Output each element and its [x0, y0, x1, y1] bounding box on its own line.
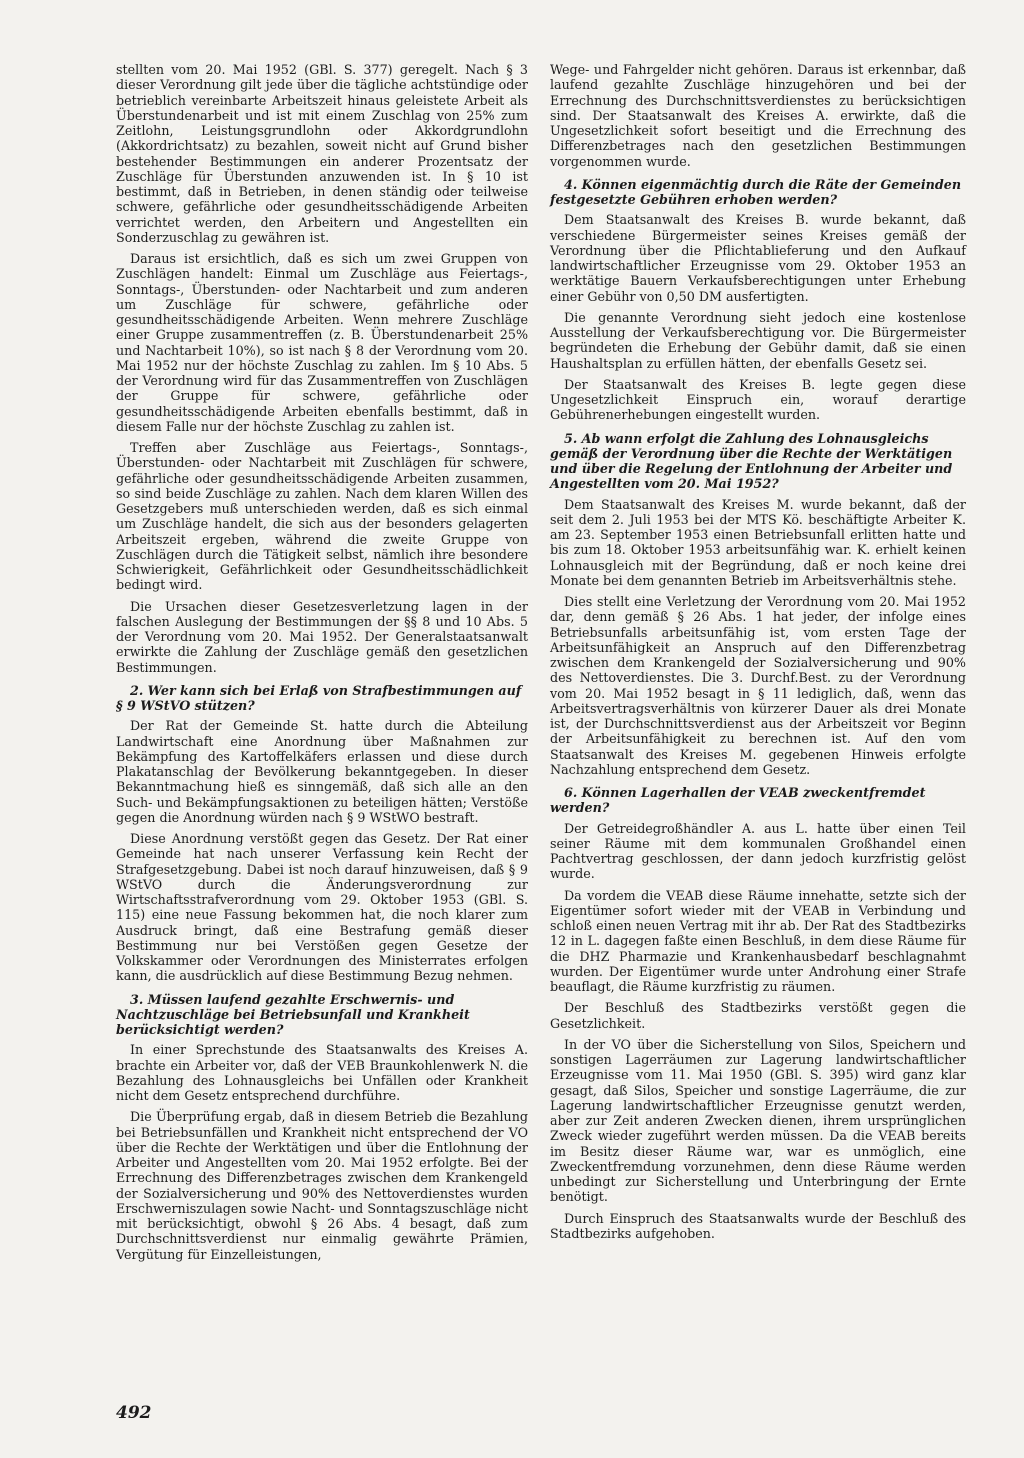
paragraph: Durch Einspruch des Staatsanwalts wurde der Beschluß des Stadtbezirks aufgehoben. [550, 1210, 966, 1241]
paragraph: Da vordem die VEAB diese Räume innehatte, setzte sich der Eigentümer sofort wieder mit der VEAB in Verbindung und schloß einen neuen Vertrag mit ihr ab. Der Rat des Stadtbezirks 12 in L. dagegen faßte einen Beschluß, in dem diese Räume für die DHZ Pharmazie und Krankenhausbedarf beschlagnahmt wurden. Der Eigentümer wurde unter Androhung einer Strafe beauflagt, die Räume kurzfristig zu räumen. [550, 887, 966, 994]
paragraph: Der Staatsanwalt des Kreises B. legte gegen diese Ungesetzlichkeit Einspruch ein, worauf derartige Gebührenerhebungen eingestellt wurden. [550, 376, 966, 423]
paragraph: stellten vom 20. Mai 1952 (GBl. S. 377) geregelt. Nach § 3 dieser Verordnung gilt jede über die tägliche achtstündige oder betrieblich vereinbarte Arbeitszeit hinaus geleistete Arbeit als Überstundenarbeit und ist mit einem Zuschlag von 25% zum Zeitlohn, Leistungsgrundlohn oder Akkordgrundlohn (Akkordrichtsatz) zu bezahlen, soweit nicht auf Grund bisher bestehender Bestimmungen ein anderer Prozentsatz der Zuschläge für Überstunden anzuwenden ist. In § 10 ist bestimmt, daß in Betrieben, in denen ständig oder teilweise schwere, gefährliche oder gesundheitsschädigende Arbeiten verrichtet werden, den Arbeitern und Angestellten ein Sonderzuschlag zu gewähren ist. [116, 62, 528, 245]
section-heading-2: 2. Wer kann sich bei Erlaß von Strafbestimmungen auf § 9 WStVO stützen? [116, 682, 522, 713]
paragraph: In einer Sprechstunde des Staatsanwalts des Kreises A. brachte ein Arbeiter vor, daß der VEB Braunkohlenwerk N. die Bezahlung des Lohnausgleichs bei Unfällen oder Krankheit nicht dem Gesetz entsprechend durchführe. [116, 1042, 528, 1103]
paragraph: Die Überprüfung ergab, daß in diesem Betrieb die Bezahlung bei Betriebsunfällen und Krankheit nicht entsprechend der VO über die Rechte der Werktätigen und über die Entlohnung der Arbeiter und Angestellten vom 20. Mai 1952 erfolgte. Bei der Errechnung des Differenzbetrages zwischen dem Krankengeld der Sozialversicherung und 90% des Nettoverdienstes wurden Erschwerniszulagen sowie Nacht- und Sonntagszuschläge nicht mit berücksichtigt, obwohl § 26 Abs. 4 besagt, daß zum Durchschnittsverdienst nur einmalig gewährte Prämien, Vergütung für Einzelleistungen, [116, 1109, 528, 1262]
paragraph: Treffen aber Zuschläge aus Feiertags-, Sonntags-, Überstunden- oder Nachtarbeit mit Zuschlägen für schwere, gefährliche oder gesundheitsschädigende Arbeiten zusammen, so sind beide Zuschläge zu zahlen. Nach dem klaren Willen des Gesetzgebers muß unterschieden werden, daß es sich einmal um Zuschläge handelt, die sich aus der besonders gelagerten Arbeitszeit ergeben, während die zweite Gruppe von Zuschlägen durch die Tätigkeit selbst, nämlich ihre besondere Schwierigkeit, Gefährlichkeit oder Gesundheitsschädlichkeit bedingt wird. [116, 440, 528, 593]
paragraph: Die Ursachen dieser Gesetzesverletzung lagen in der falschen Auslegung der Bestimmungen der §§ 8 und 10 Abs. 5 der Verordnung vom 20. Mai 1952. Der Generalstaatsanwalt erwirkte die Zahlung der Zuschläge gemäß den gesetzlichen Bestimmungen. [116, 598, 528, 675]
paragraph: Die genannte Verordnung sieht jedoch eine kostenlose Ausstellung der Verkaufsberechtigung vor. Die Bürgermeister begründeten die Erhebung der Gebühr damit, daß sie einen Haushaltsplan zu erfüllen hätten, der ebenfalls Gesetz sei. [550, 309, 966, 371]
page-number: 492 [116, 1403, 152, 1423]
paragraph: Dem Staatsanwalt des Kreises B. wurde bekannt, daß verschiedene Bürgermeister seines Kreises gemäß der Verordnung über die Pflichtablieferung und den Aufkauf landwirtschaftlicher Erzeugnisse vom 29. Oktober 1953 an werktätige Bauern Verkaufsberechtigungen unter Erhebung einer Gebühr von 0,50 DM ausfertigten. [550, 212, 966, 304]
paragraph: Dies stellt eine Verletzung der Verordnung vom 20. Mai 1952 dar, denn gemäß § 26 Abs. 1 hat jeder, der infolge eines Betriebsunfalls arbeitsunfähig ist, vom ersten Tage der Arbeitsunfähigkeit an Anspruch auf den Differenzbetrag zwischen dem Krankengeld der Sozialversicherung und 90% des Nettoverdienstes. Die 3. Durchf.Best. zu der Verordnung vom 20. Mai 1952 besagt in § 11 lediglich, daß, wenn das Arbeitsvertragsverhältnis von kürzerer Dauer als drei Monate ist, der Durchschnittsverdienst aus der Arbeitszeit vor Beginn der Arbeitsunfähigkeit zu berechnen ist. Auf den vom Staatsanwalt des Kreises M. gegebenen Hinweis erfolgte Nachzahlung entsprechend dem Gesetz. [550, 594, 966, 777]
left-column [116, 62, 528, 1268]
right-column [550, 62, 966, 1247]
section-heading-4: 4. Können eigenmächtig durch die Räte der Gemeinden festgesetzte Gebühren erhoben werden? [550, 176, 962, 207]
paragraph: Dem Staatsanwalt des Kreises M. wurde bekannt, daß der seit dem 2. Juli 1953 bei der MTS Kö. beschäftigte Arbeiter K. am 23. September 1953 einen Betriebsunfall erlitten hatte und bis zum 18. Oktober 1953 arbeitsunfähig war. K. erhielt keinen Lohnausgleich mit der Begründung, daß er noch keine drei Monate bei dem genannten Betrieb im Arbeitsverhältnis stehe. [550, 496, 966, 588]
paragraph: Wege- und Fahrgelder nicht gehören. Daraus ist erkennbar, daß laufend gezahlte Zuschläge hinzugehören und bei der Errechnung des Durchschnittsverdienstes zu berücksichtigen sind. Der Staatsanwalt des Kreises A. erwirkte, daß die Ungesetzlichkeit sofort beseitigt und die Errechnung des Differenzbetrages nach den gesetzlichen Bestimmungen vorgenommen wurde. [550, 62, 966, 169]
section-heading-5: 5. Ab wann erfolgt die Zahlung des Lohnausgleichs gemäß der Verordnung über die Rechte der Werktätigen und über die Regelung der Entlohnung der Arbeiter und Angestellten vom 20. Mai 1952? [550, 430, 953, 492]
section-heading-6: 6. Können Lagerhallen der VEAB zweckentfremdet werden? [550, 785, 926, 816]
paragraph: Der Beschluß des Stadtbezirks verstößt gegen die Gesetzlichkeit. [550, 1000, 966, 1031]
paragraph: Der Getreidegroßhändler A. aus L. hatte über einen Teil seiner Räume mit dem kommunalen Großhandel einen Pachtvertrag geschlossen, der dann jedoch kurzfristig gelöst wurde. [550, 820, 966, 882]
section-heading-3: 3. Müssen laufend gezahlte Erschwernis- und Nachtzuschläge bei Betriebsunfall und Krankheit berücksichtigt werden? [116, 991, 470, 1037]
paragraph: Daraus ist ersichtlich, daß es sich um zwei Gruppen von Zuschlägen handelt: Einmal um Zuschläge aus Feiertags-, Sonntags-, Überstunden- oder Nachtarbeit und zum anderen um Zuschläge für schwere, gefährliche oder gesundheitsschädigende Arbeiten. Wenn mehrere Zuschläge einer Gruppe zusammentreffen (z. B. Überstundenarbeit 25% und Nachtarbeit 10%), so ist nach § 8 der Verordnung vom 20. Mai 1952 nur der höchste Zuschlag zu zahlen. Im § 10 Abs. 5 der Verordnung wird für das Zusammentreffen von Zuschlägen der Gruppe für schwere, gefährliche oder gesundheitsschädigende Arbeiten ebenfalls bestimmt, daß in diesem Falle nur der höchste Zuschlag zu zahlen ist. [116, 251, 528, 434]
paragraph: Diese Anordnung verstößt gegen das Gesetz. Der Rat einer Gemeinde hat nach unserer Verfassung kein Recht der Strafgesetzgebung. Dabei ist noch darauf hinzuweisen, daß § 9 WStVO durch die Änderungsverordnung zur Wirtschaftsstrafverordnung vom 29. Oktober 1953 (GBl. S. 115) eine neue Fassung bekommen hat, die noch klarer zum Ausdruck bringt, daß eine Bestrafung gemäß dieser Bestimmung nur bei Verstößen gegen Gesetze der Volkskammer oder Verordnungen des Ministerrates erfolgen kann, die ausdrücklich auf diese Bestimmung Bezug nehmen. [116, 831, 528, 984]
paragraph: In der VO über die Sicherstellung von Silos, Speichern und sonstigen Lagerräumen zur Lagerung landwirtschaftlicher Erzeugnisse vom 11. Mai 1950 (GBl. S. 395) wird ganz klar gesagt, daß Silos, Speicher und sonstige Lagerräume, die zur Lagerung landwirtschaftlicher Erzeugnisse genutzt werden, aber zur Zeit anderen Zwecken dienen, ihrem ursprünglichen Zweck wieder zugeführt werden müssen. Da die VEAB bereits im Besitz dieser Räume war, war es unmöglich, eine Zweckentfremdung vorzunehmen, denn diese Räume werden unbedingt zur Sicherstellung und Unterbringung der Ernte benötigt. [550, 1036, 966, 1205]
paragraph: Der Rat der Gemeinde St. hatte durch die Abteilung Landwirtschaft eine Anordnung über Maßnahmen zur Bekämpfung des Kartoffelkäfers erlassen und diese durch Plakatanschlag der Bevölkerung bekanntgegeben. In dieser Bekanntmachung hieß es sinngemäß, daß sich alle an den Such- und Bekämpfungsaktionen zu beteiligen hätten; Verstöße gegen die Anordnung würden nach § 9 WStWO bestraft. [116, 718, 528, 825]
